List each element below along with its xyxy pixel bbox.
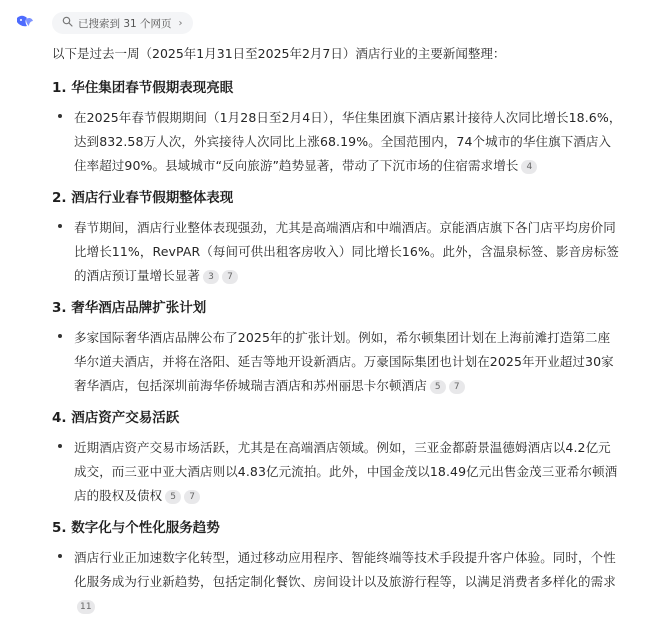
bullet-icon bbox=[58, 334, 62, 338]
citation-badge[interactable]: 11 bbox=[77, 600, 95, 614]
section-heading: 4. 酒店资产交易活跃 bbox=[52, 410, 180, 426]
news-section bbox=[52, 408, 622, 508]
section-heading: 1. 华住集团春节假期表现亮眼 bbox=[52, 80, 234, 96]
list-item bbox=[52, 106, 622, 178]
answer-content bbox=[52, 44, 622, 628]
search-results-label: 已搜索到 31 个网页 bbox=[78, 17, 172, 30]
news-section bbox=[52, 298, 622, 398]
news-sections bbox=[52, 78, 622, 618]
assistant-avatar bbox=[14, 12, 36, 34]
news-section bbox=[52, 518, 622, 618]
section-heading: 3. 奢华酒店品牌扩张计划 bbox=[52, 300, 207, 316]
citation-badge[interactable]: 7 bbox=[449, 380, 465, 394]
section-heading: 5. 数字化与个性化服务趋势 bbox=[52, 520, 220, 536]
bullet-icon bbox=[58, 224, 62, 228]
section-body: 春节期间，酒店行业整体表现强劲，尤其是高端酒店和中端酒店。京能酒店旗下各门店平均房价同比增长11%，RevPAR（每间可供出租客房收入）同比增长16%。此外，含温泉标签、影音房标签的酒店预订量增长显著 bbox=[74, 220, 619, 283]
list-item bbox=[52, 216, 622, 288]
news-section bbox=[52, 78, 622, 178]
news-section bbox=[52, 188, 622, 288]
list-item bbox=[52, 546, 622, 618]
bullet-icon bbox=[58, 444, 62, 448]
citation-badge[interactable]: 7 bbox=[184, 490, 200, 504]
bullet-icon bbox=[58, 554, 62, 558]
section-text bbox=[74, 546, 622, 618]
chevron-right-icon: › bbox=[178, 17, 183, 29]
section-body: 酒店行业正加速数字化转型，通过移动应用程序、智能终端等技术手段提升客户体验。同时，个性化服务成为行业新趋势，包括定制化餐饮、房间设计以及旅游行程等，以满足消费者多样化的需求 bbox=[74, 550, 616, 589]
citation-badge[interactable]: 5 bbox=[430, 380, 446, 394]
section-body: 近期酒店资产交易市场活跃，尤其是在高端酒店领域。例如，三亚金都蔚景温德姆酒店以4.2亿元成交，而三亚中亚大酒店则以4.83亿元流拍。此外，中国金茂以18.49亿元出售金茂三亚希尔顿酒店的股权及债权 bbox=[74, 440, 618, 503]
search-icon bbox=[62, 16, 73, 30]
section-body: 在2025年春节假期期间（1月28日至2月4日），华住集团旗下酒店累计接待人次同比增长18.6%，达到832.58万人次，外宾接待人次同比上涨68.19%。全国范围内，74个城市的华住旗下酒店入住率超过90%。县域城市“反向旅游”趋势显著，带动了下沉市场的住宿需求增长 bbox=[74, 110, 622, 173]
citation-badge[interactable]: 7 bbox=[222, 270, 238, 284]
section-text bbox=[74, 326, 622, 398]
citation-badge[interactable]: 3 bbox=[203, 270, 219, 284]
search-results-toggle[interactable] bbox=[52, 12, 193, 34]
list-item bbox=[52, 326, 622, 398]
bullet-icon bbox=[58, 114, 62, 118]
intro-text: 以下是过去一周（2025年1月31日至2025年2月7日）酒店行业的主要新闻整理： bbox=[52, 46, 506, 61]
citation-badge[interactable]: 4 bbox=[521, 160, 537, 174]
citation-badge[interactable]: 5 bbox=[165, 490, 181, 504]
section-text bbox=[74, 106, 622, 178]
section-heading: 2. 酒店行业春节假期整体表现 bbox=[52, 190, 234, 206]
assistant-logo-icon bbox=[15, 14, 35, 32]
section-text bbox=[74, 436, 622, 508]
section-text bbox=[74, 216, 622, 288]
list-item bbox=[52, 436, 622, 508]
section-body: 多家国际奢华酒店品牌公布了2025年的扩张计划。例如，希尔顿集团计划在上海前滩打造第二座华尔道夫酒店，并将在洛阳、延吉等地开设新酒店。万豪国际集团也计划在2025年开业超过30家奢华酒店，包括深圳前海华侨城瑞吉酒店和苏州丽思卡尔顿酒店 bbox=[74, 330, 614, 393]
